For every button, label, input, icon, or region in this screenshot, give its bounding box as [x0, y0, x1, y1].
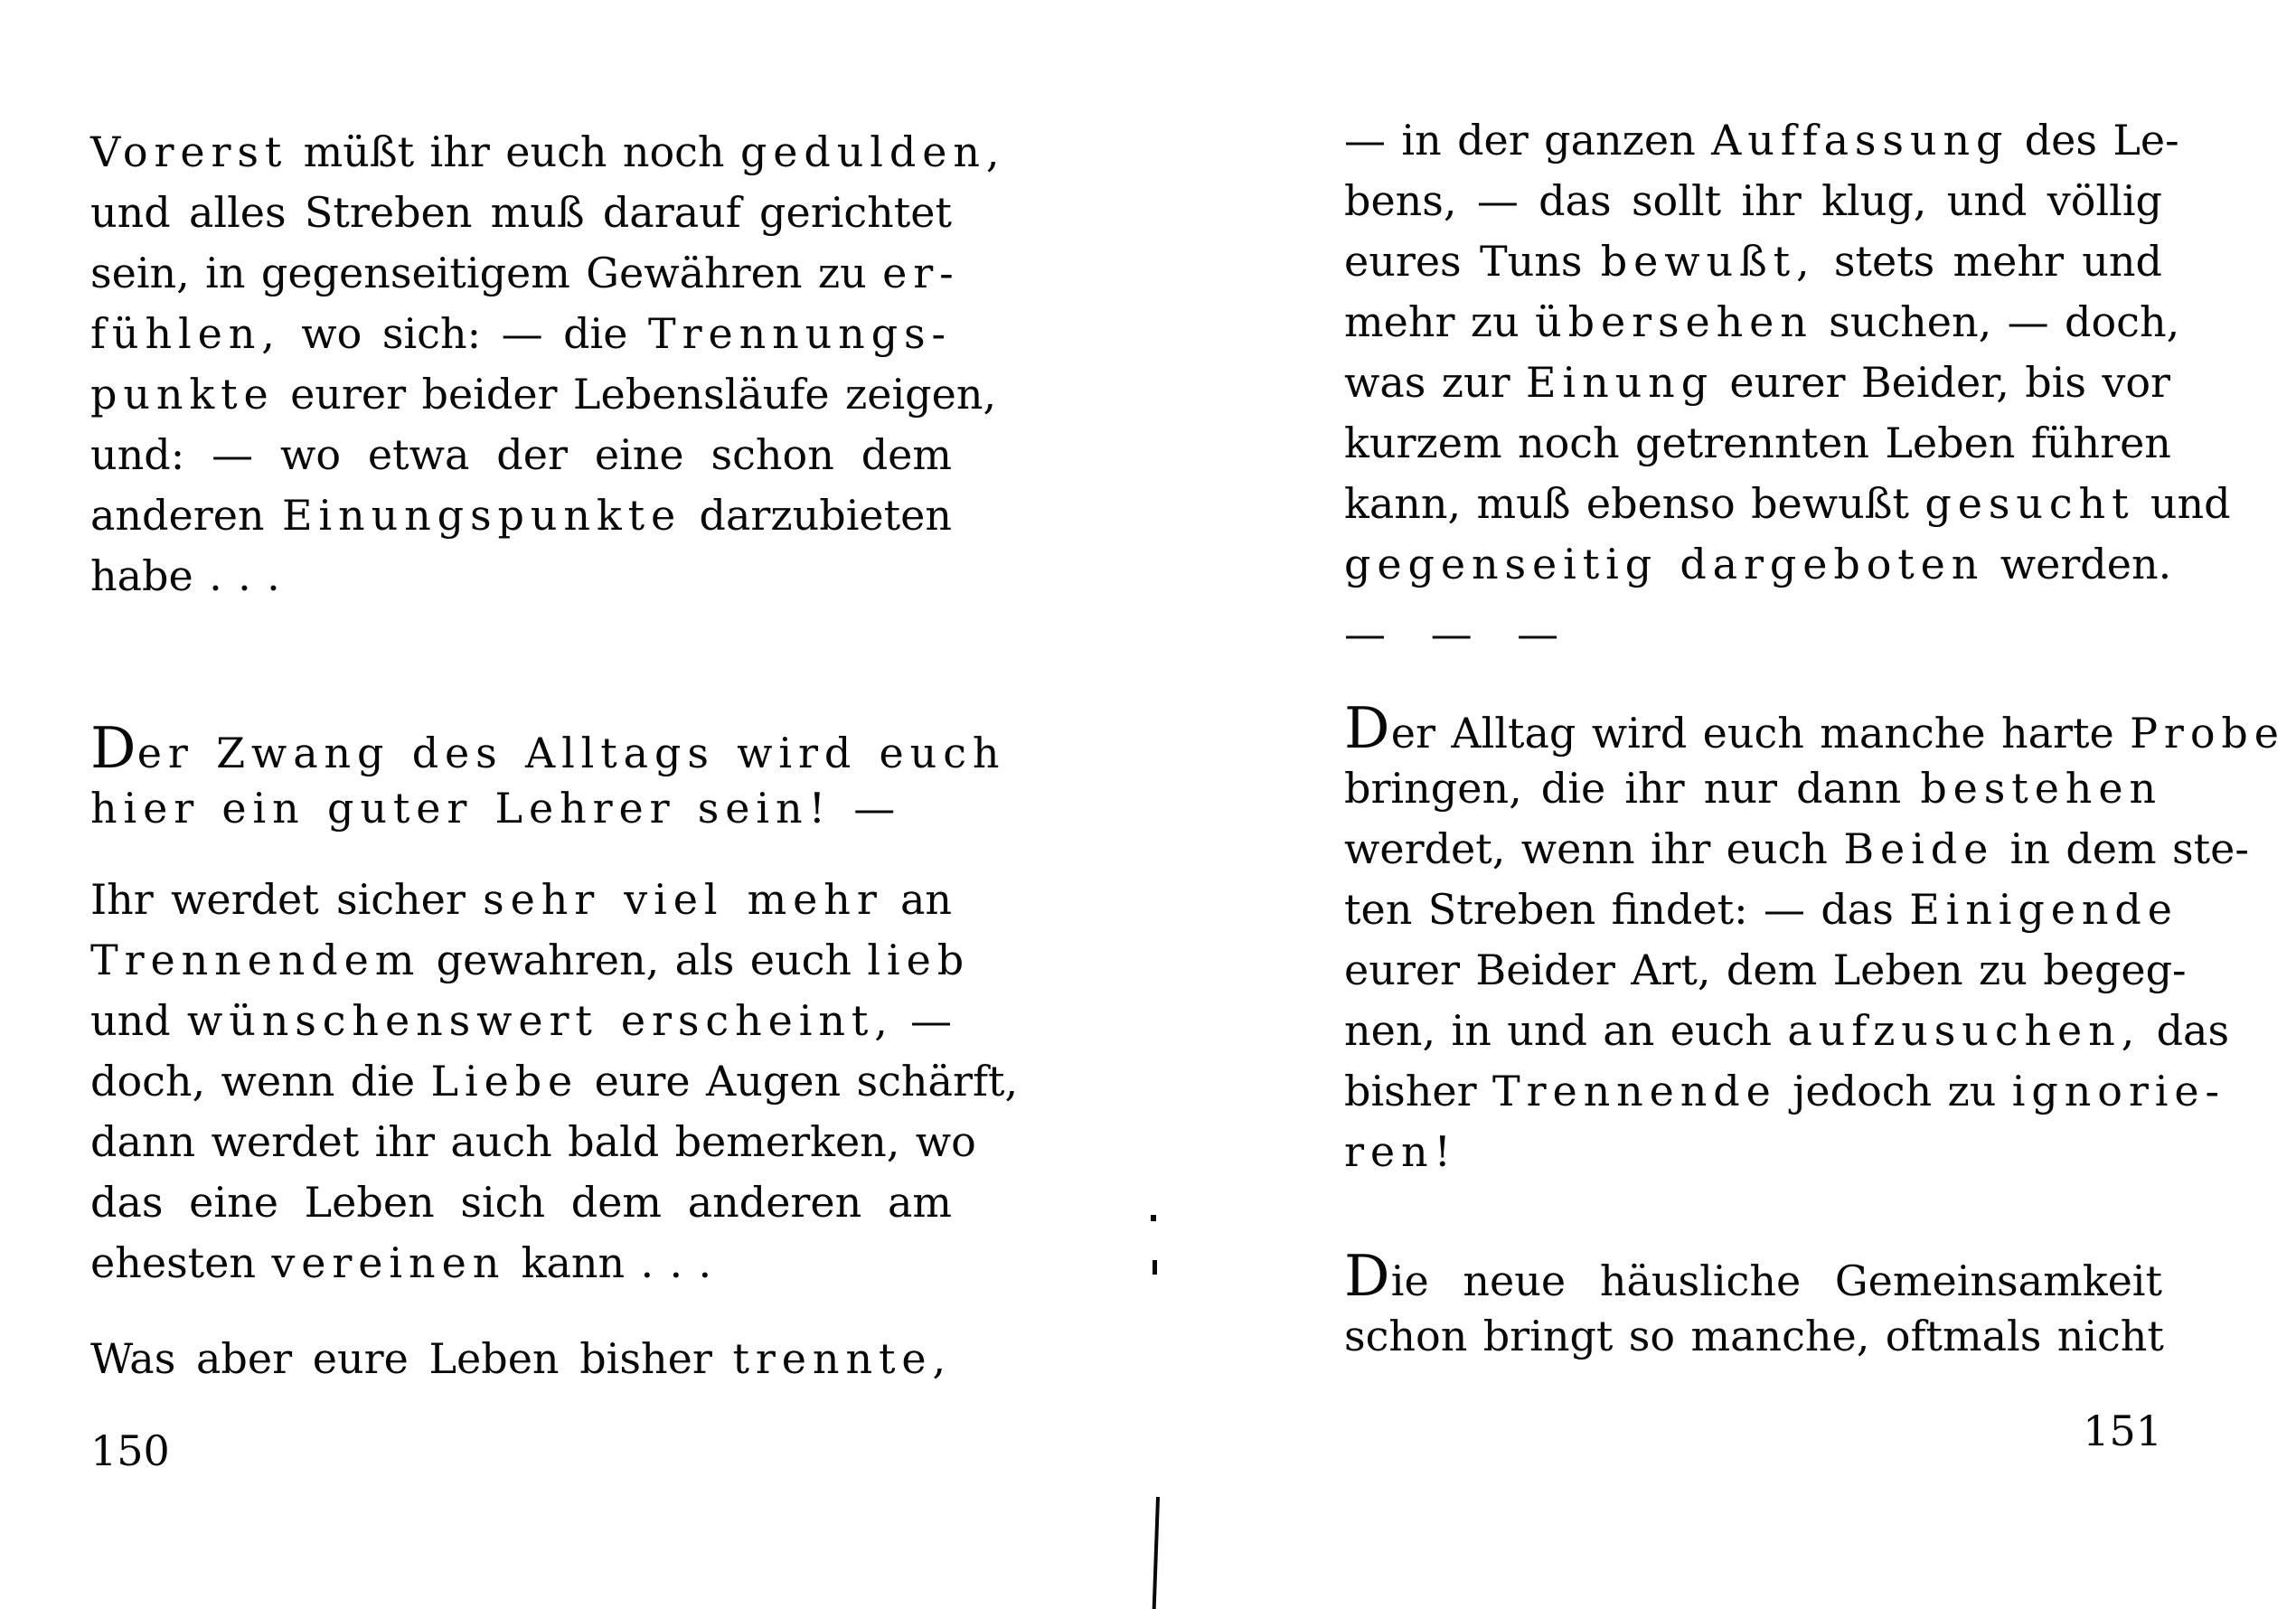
enlarged-initial: D [90, 715, 137, 781]
letterspaced-text: übersehen [1535, 297, 1813, 346]
paragraph [1344, 695, 2285, 1182]
text-line [1344, 534, 2172, 595]
text-line [1344, 1306, 2162, 1367]
text-line [90, 930, 971, 991]
text-line [90, 364, 997, 425]
text-segment: werden. [1984, 540, 2172, 588]
page-number-left: 150 [90, 1426, 170, 1475]
text-line [90, 1233, 952, 1294]
paragraph [1344, 110, 2231, 595]
text-segment: stets mehr und [1815, 237, 2162, 286]
text-segment: sein, in gegenseitigem Gewähren zu [90, 249, 883, 297]
letterspaced-text: Einung [1526, 358, 1715, 407]
text-line [1344, 474, 2231, 534]
letterspaced-text: Trennende [1492, 1067, 1777, 1115]
text-segment: — [893, 996, 952, 1045]
text-line [90, 870, 952, 930]
letterspaced-text: Trennungs- [648, 309, 952, 358]
text-segment: er Alltag wird euch manche harte [1390, 709, 2131, 757]
text-segment: jedoch zu [1776, 1067, 2012, 1115]
text-line [90, 715, 1006, 781]
text-line [1344, 758, 2162, 819]
text-segment: bisher [1344, 1067, 1492, 1115]
letterspaced-text: wünschenswert erscheint, [186, 996, 894, 1045]
text-line [90, 122, 1006, 183]
letterspaced-text: vereinen [271, 1238, 506, 1287]
text-segment: bringen, die ihr nur dann [1344, 764, 1921, 813]
text-line [90, 546, 952, 607]
text-line [1344, 1122, 2162, 1182]
letterspaced-text: Probe [2130, 709, 2285, 757]
text-line [90, 425, 952, 485]
letterspaced-text: aufzusuchen, [1787, 1006, 2141, 1055]
text-line [90, 183, 952, 243]
text-line [1344, 1001, 2230, 1061]
text-segment: ehesten [90, 1238, 272, 1287]
text-segment: nen, in und an euch [1344, 1006, 1788, 1055]
text-line [1344, 695, 2285, 761]
letterspaced-text: Einigende [1909, 885, 2178, 934]
letterspaced-text: ren! [1344, 1127, 1457, 1176]
text-line [1344, 110, 2179, 171]
letterspaced-text: bestehen [1920, 764, 2162, 813]
text-segment: in dem ste- [1994, 824, 2249, 873]
scan-artifact-spine-line [1153, 1497, 1160, 1609]
text-line [1344, 413, 2171, 474]
letterspaced-text: er- [882, 249, 960, 297]
letterspaced-text: gesucht [1924, 479, 2135, 528]
text-segment: habe . . . [90, 551, 280, 600]
text-segment: und: — wo etwa der eine schon dem [90, 430, 952, 479]
paragraph [90, 715, 1006, 839]
text-segment: schon bringt so manche, oftmals nicht [1344, 1312, 2164, 1360]
text-segment: ten Streben findet: — das [1344, 885, 1910, 934]
text-segment: das eine Leben sich dem anderen am [90, 1178, 952, 1227]
page-number-right: 151 [2083, 1407, 2162, 1455]
letterspaced-text: sehr viel mehr [483, 875, 883, 924]
letterspaced-text: Liebe [430, 1057, 579, 1106]
text-segment: Was aber eure Leben bisher [90, 1334, 733, 1383]
letterspaced-text: fühlen, [90, 309, 281, 358]
text-segment: doch, wenn die [90, 1057, 431, 1106]
section-divider [1344, 604, 2162, 664]
text-segment: werdet, wenn ihr euch [1344, 824, 1844, 873]
letterspaced-text: hier ein guter Lehrer sein! — [90, 784, 902, 833]
text-line [90, 243, 960, 304]
page-left [90, 0, 1019, 1609]
letterspaced-text: bewußt, [1600, 237, 1816, 286]
text-line [90, 1172, 952, 1233]
text-line [1344, 1243, 2162, 1309]
text-line [90, 485, 952, 546]
text-segment: suchen, — doch, [1812, 297, 2180, 346]
text-segment: gewahren, als euch [420, 936, 868, 984]
text-line [90, 778, 952, 839]
text-line [90, 1112, 976, 1172]
page-right [1344, 0, 2285, 1609]
text-segment: und [90, 996, 187, 1045]
text-segment: mehr zu [1344, 297, 1536, 346]
text-line [1344, 940, 2187, 1001]
text-line [1344, 231, 2162, 292]
text-line [90, 1051, 1019, 1112]
letterspaced-text: Einungspunkte [281, 491, 682, 540]
letterspaced-text: gedulden, [739, 127, 1006, 176]
scan-artifact-speck [1153, 1260, 1157, 1275]
text-segment: kurzem noch getrennten Leben führen [1344, 419, 2171, 467]
text-segment: anderen [90, 491, 282, 540]
text-line [1344, 880, 2178, 940]
enlarged-initial: D [1344, 695, 1391, 761]
text-segment: und [2134, 479, 2231, 528]
text-segment: an [882, 875, 952, 924]
letterspaced-text: Beide [1843, 824, 1995, 873]
text-line [1344, 353, 2171, 413]
letterspaced-text: er Zwang des Alltags wird euch [136, 729, 1006, 777]
text-line [1344, 819, 2249, 880]
text-segment: wo sich: — die [280, 309, 648, 358]
text-segment: das [2141, 1006, 2230, 1055]
letterspaced-text: punkte [90, 370, 275, 419]
text-segment: Ihr werdet sicher [90, 875, 484, 924]
paragraph [90, 122, 1006, 607]
paragraph [90, 1329, 952, 1389]
letterspaced-text: Trennendem [90, 936, 421, 984]
divider-dashes: — — — [1344, 609, 1574, 658]
paragraph [90, 870, 1019, 1294]
text-segment: kann, muß ebenso bewußt [1344, 479, 1925, 528]
text-segment: kann . . . [505, 1238, 712, 1287]
letterspaced-text: trennte, [732, 1334, 952, 1383]
text-line [90, 1329, 952, 1389]
text-segment: was zur [1344, 358, 1527, 407]
text-line [1344, 292, 2180, 353]
text-segment: und alles Streben muß darauf gerichtet [90, 188, 952, 237]
text-line [90, 991, 952, 1051]
text-segment: eurer beider Lebensläufe zeigen, [274, 370, 997, 419]
text-segment: müßt ihr euch noch [287, 127, 740, 176]
text-line [1344, 1061, 2225, 1122]
enlarged-initial: D [1344, 1243, 1391, 1309]
text-segment: eures Tuns [1344, 237, 1601, 286]
text-line [90, 304, 952, 364]
text-segment: bens, — das sollt ihr klug, und völlig [1344, 176, 2162, 225]
letterspaced-text: Auffassung [1711, 116, 2009, 165]
text-segment: eurer Beider, bis vor [1714, 358, 2171, 407]
text-segment: des Le- [2009, 116, 2179, 165]
letterspaced-text: Vorerst [90, 127, 288, 176]
text-segment: ie neue häusliche Gemeinsamkeit [1390, 1256, 2162, 1305]
letterspaced-text: gegenseitig dargeboten [1344, 540, 1985, 588]
paragraph [1344, 1243, 2164, 1367]
text-segment: eurer Beider Art, dem Leben zu begeg- [1344, 946, 2187, 994]
text-line [1344, 171, 2162, 231]
scan-artifact-speck [1151, 1215, 1156, 1221]
text-segment: darzubieten [682, 491, 952, 540]
text-segment: — in der ganzen [1344, 116, 1712, 165]
text-segment: dann werdet ihr auch bald bemerken, wo [90, 1117, 976, 1166]
letterspaced-text: ignorie- [2011, 1067, 2225, 1115]
letterspaced-text: lieb [867, 936, 971, 984]
text-segment: eure Augen schärft, [579, 1057, 1019, 1106]
